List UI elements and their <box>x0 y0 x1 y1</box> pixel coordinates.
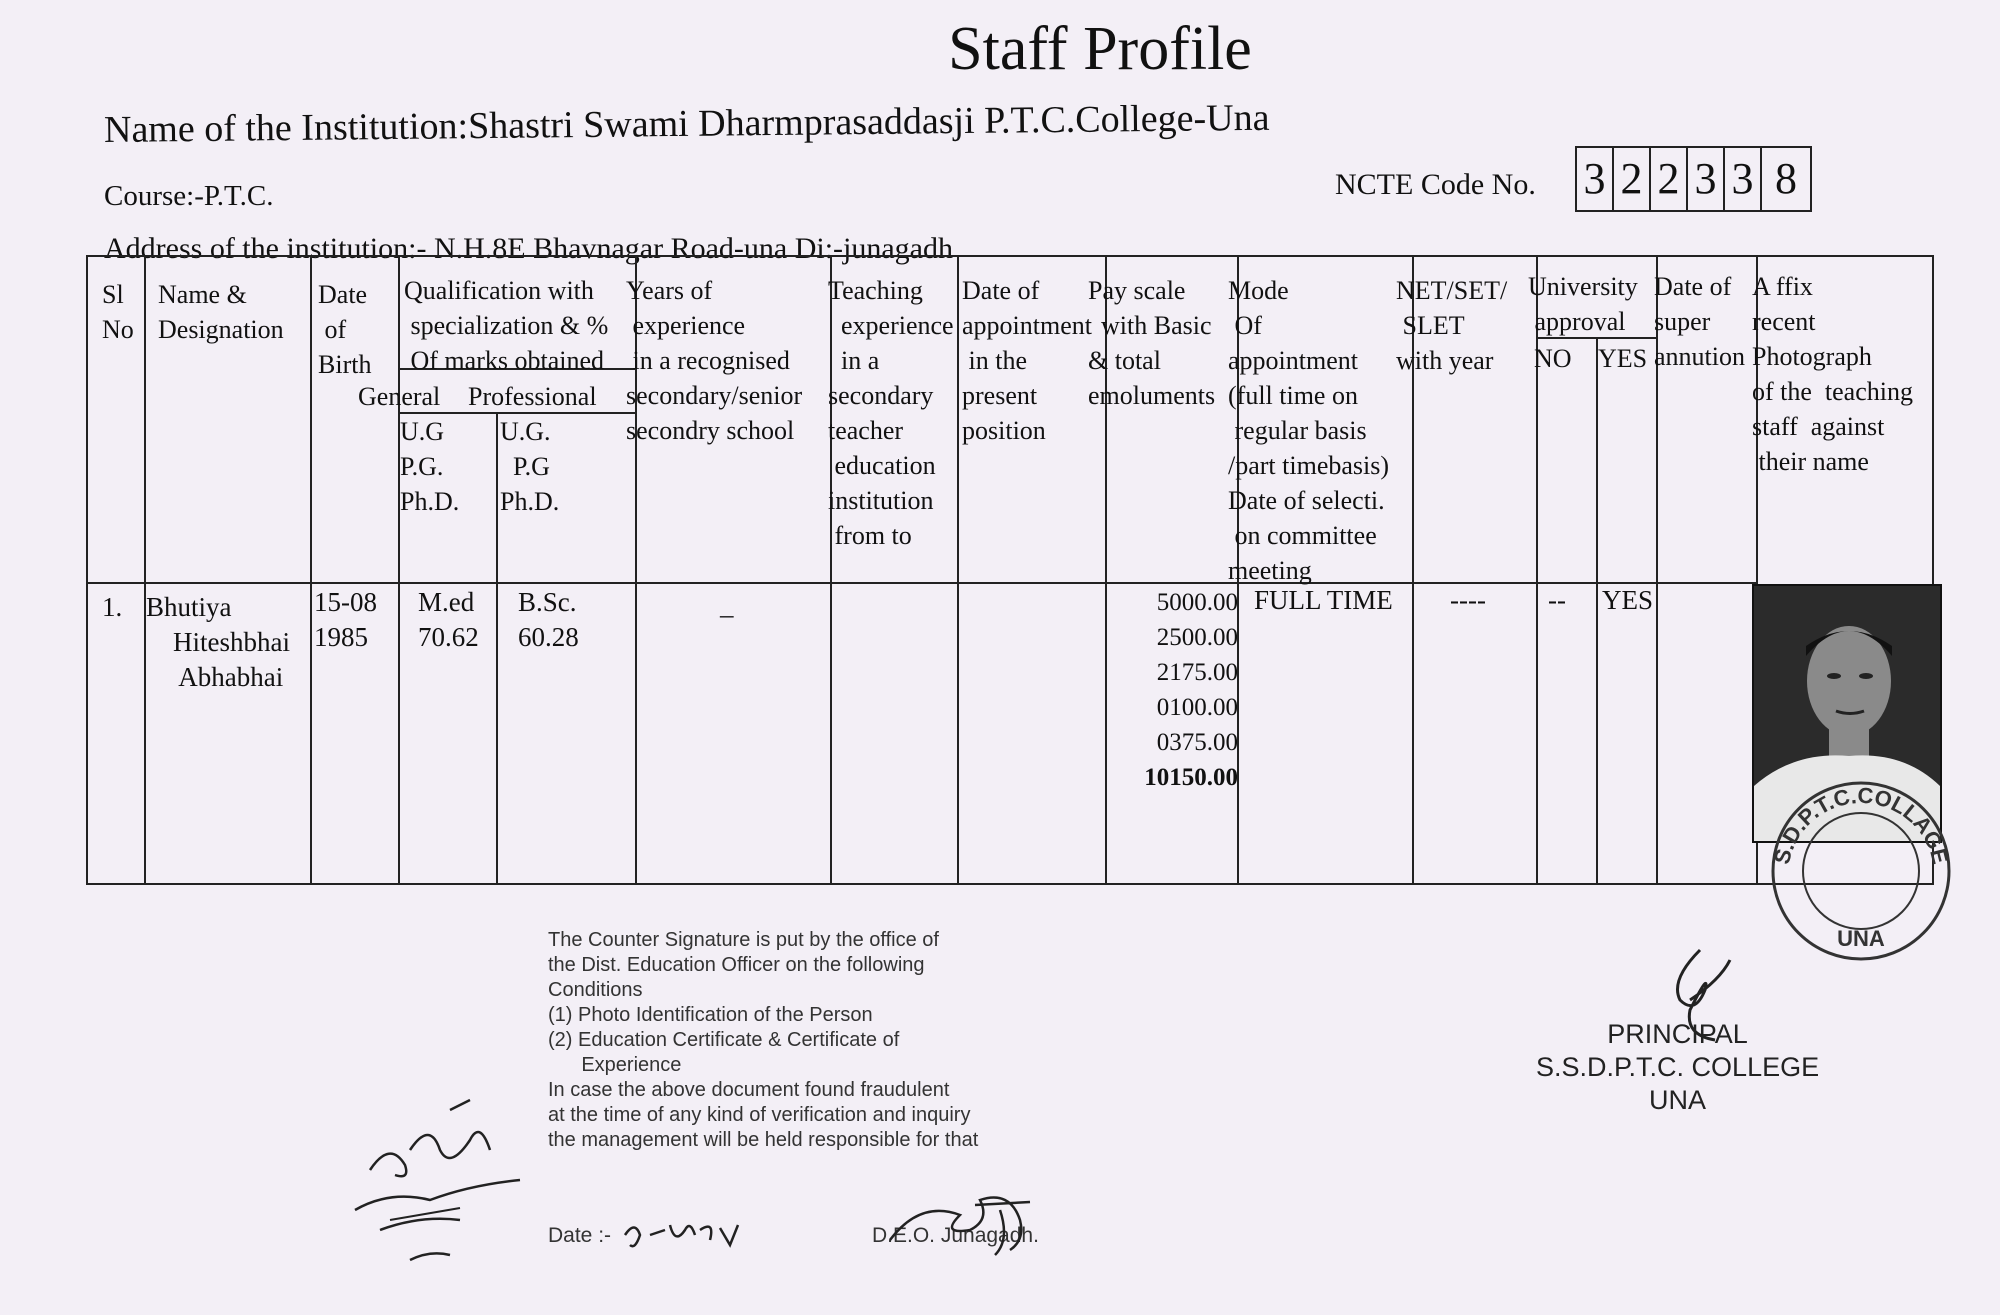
ncte-digit: 3 <box>1577 148 1614 210</box>
principal-title: PRINCIPAL <box>1607 1019 1748 1049</box>
principal-college: S.S.D.P.T.C. COLLEGE <box>1536 1052 1820 1082</box>
principal-signature <box>1660 940 1750 1050</box>
course: Course:-P.T.C. <box>104 180 274 212</box>
date-label: Date :- <box>548 1224 612 1247</box>
row-name: Bhutiya Hiteshbhai Abhabhai <box>146 592 290 692</box>
row-univ-no: -- <box>1548 585 1566 615</box>
header-mode: Mode Of appointment (full time on regular basis /part timebasis) Date of selecti. on committee meeting <box>1228 276 1390 585</box>
row-general: M.ed 70.62 <box>418 587 479 652</box>
pay-line: 2175.00 <box>1156 659 1238 686</box>
ncte-digit: 3 <box>1725 148 1762 210</box>
row-pay-scale <box>1108 585 1238 795</box>
row-sl: 1. <box>102 592 123 622</box>
institution-name: Name of the Institution:Shastri Swami Dharmprasaddasji P.T.C.College-Una <box>103 96 1270 151</box>
col-divider <box>144 257 146 883</box>
header-pay-scale: Pay scale with Basic & total emoluments <box>1088 276 1216 410</box>
header-general: General <box>358 382 441 411</box>
ncte-label: NCTE Code No. <box>1335 168 1536 201</box>
header-sl: Sl No <box>102 280 134 344</box>
row-mode: FULL TIME <box>1254 585 1393 615</box>
header-univ-no: NO <box>1534 344 1572 373</box>
pay-line: 0100.00 <box>1156 694 1238 721</box>
college-stamp <box>1766 776 1956 966</box>
header-years-experience: Years of experience in a recognised secondary/senior secondry school <box>626 276 803 445</box>
col-divider <box>496 412 498 883</box>
ncte-digit: 8 <box>1775 154 1797 203</box>
header-teaching-experience: Teaching experience in a secondary teacher education institution from to <box>828 276 954 550</box>
header-net-set-slet: NET/SET/ SLET with year <box>1396 276 1508 375</box>
header-photo: A ffix recent Photograph of the teaching staff against their name <box>1752 272 1913 476</box>
col-divider <box>957 257 959 883</box>
ncte-digit: 2 <box>1614 148 1651 210</box>
pay-total: 10150.00 <box>1144 764 1238 791</box>
page-title: Staff Profile <box>948 15 1252 83</box>
col-divider <box>398 257 400 883</box>
institution-address: Address of the institution:- N.H.8E Bhavnagar Road-una Di:-junagadh <box>104 232 953 265</box>
ncte-digit: 3 <box>1688 148 1725 210</box>
row-univ-yes: YES <box>1602 585 1654 615</box>
aei-signature <box>350 1080 570 1270</box>
header-general-levels: U.G P.G. Ph.D. <box>400 417 460 516</box>
header-univ-yes: YES <box>1598 344 1648 373</box>
deo-signature <box>880 1180 1060 1260</box>
col-divider <box>310 257 312 883</box>
pay-line: 5000.00 <box>1156 589 1238 616</box>
header-name: Name & Designation <box>158 280 284 344</box>
stamp-bottom-text: UNA <box>1837 926 1885 951</box>
header-qualification: Qualification with specialization & % Of marks obtained <box>404 276 609 375</box>
staff-table <box>86 255 1934 885</box>
header-bottom-line <box>88 582 1756 584</box>
ncte-digit: 2 <box>1651 148 1688 210</box>
col-divider <box>1596 337 1598 883</box>
deo-label: D.E.O. Junagadh. <box>872 1224 1039 1247</box>
header-professional-levels: U.G. P.G Ph.D. <box>500 417 560 516</box>
row-dob: 15-08 1985 <box>314 587 377 652</box>
header-professional: Professional <box>468 382 597 411</box>
pay-line: 0375.00 <box>1156 729 1238 756</box>
counter-signature-conditions: The Counter Signature is put by the office of the Dist. Education Officer on the following Conditions (1) Photo Identification of the Person (2) Education Certificate & Certificate of Experience In case the above document found fraudulent at the time of any kind of verification and inquiry the management will be held responsible for that <box>548 929 979 1151</box>
header-dob: Date of Birth <box>318 280 372 379</box>
row-net: ---- <box>1450 585 1486 615</box>
svg-text:S.D.P.T.C.COLLAGE <box>1769 783 1953 867</box>
pay-line: 2500.00 <box>1156 624 1238 651</box>
header-superannuation: Date of super annution <box>1654 272 1745 371</box>
row-professional: B.Sc. 60.28 <box>518 587 579 652</box>
date-handwriting <box>620 1210 740 1255</box>
stamp-top-text: S.D.P.T.C.COLLAGE <box>1769 782 1953 867</box>
row-years-experience: – <box>720 599 734 629</box>
ncte-code-boxes <box>1575 146 1812 212</box>
header-university-approval: University approval <box>1528 272 1638 336</box>
principal-place: UNA <box>1649 1085 1707 1115</box>
header-date-appointment: Date of appointment in the present position <box>962 276 1092 445</box>
